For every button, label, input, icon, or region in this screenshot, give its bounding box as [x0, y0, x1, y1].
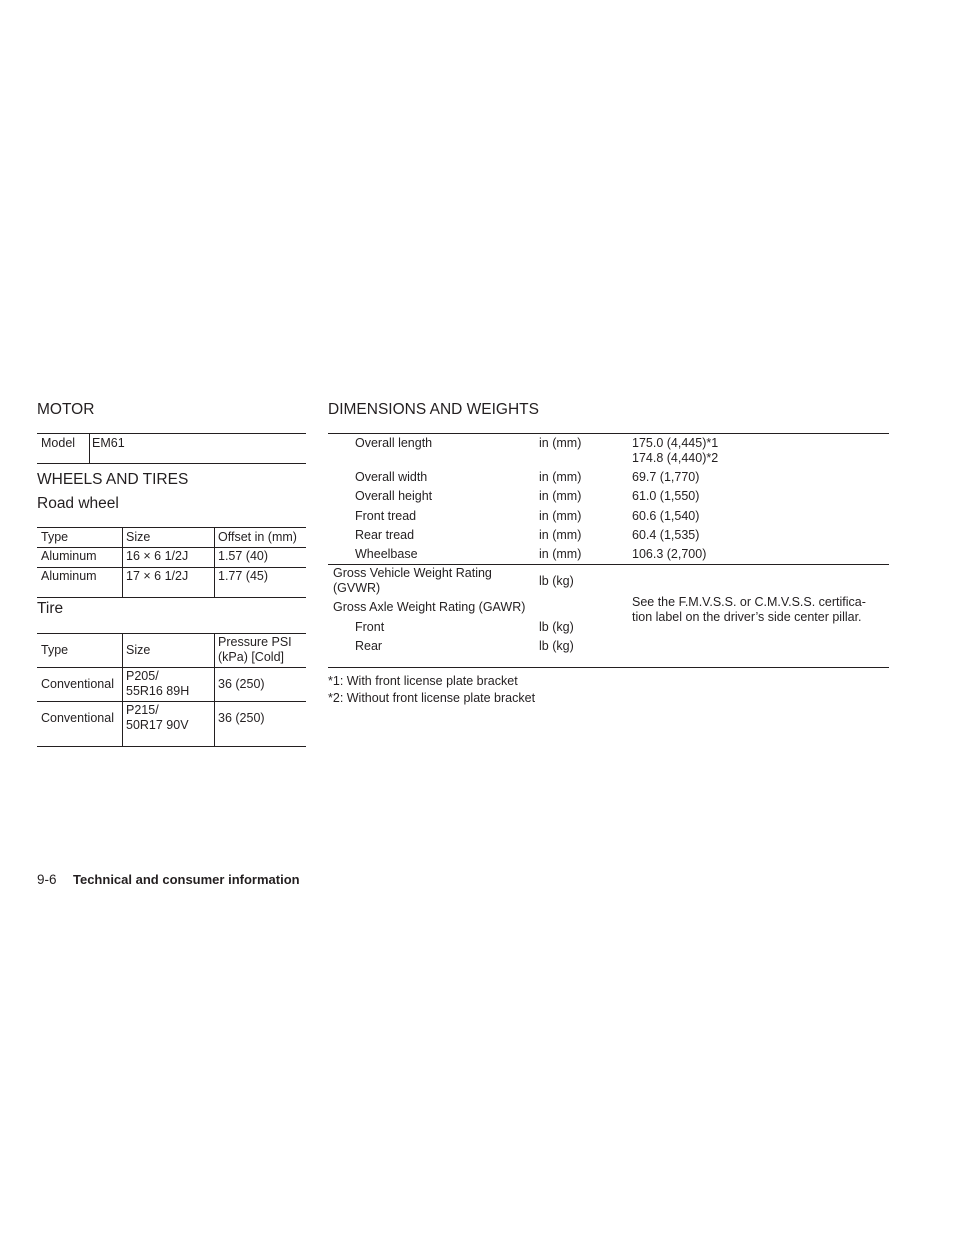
divider [122, 633, 123, 746]
dim-label: Front tread [355, 509, 417, 523]
rear-unit: lb (kg) [539, 639, 574, 653]
cell-type: Aluminum [41, 549, 97, 563]
divider [37, 701, 306, 702]
dim-value: 61.0 (1,550) [632, 489, 700, 503]
divider [37, 746, 306, 747]
divider [37, 433, 306, 434]
dim-unit: in (mm) [539, 528, 582, 542]
dim-label: Overall height [355, 489, 433, 503]
front-label: Front [355, 620, 385, 634]
dim-label: Overall width [355, 470, 428, 484]
header-pressure-unit: (kPa) [Cold] [218, 650, 284, 664]
divider [37, 527, 306, 528]
divider [37, 463, 306, 464]
header-offset: Offset in (mm) [218, 530, 297, 544]
gawr-label: Gross Axle Weight Rating (GAWR) [333, 600, 526, 614]
road-wheel-heading: Road wheel [37, 495, 119, 512]
dim-value: 106.3 (2,700) [632, 547, 707, 561]
model-value: EM61 [92, 436, 125, 450]
divider [328, 433, 889, 434]
divider [37, 547, 306, 548]
gvwr-label: Gross Vehicle Weight Rating [333, 566, 492, 580]
cell-offset: 1.57 (40) [218, 549, 269, 563]
section-title: Technical and consumer information [73, 872, 300, 887]
divider [89, 433, 90, 463]
footnote: *2: Without front license plate bracket [328, 691, 536, 705]
dim-unit: in (mm) [539, 470, 582, 484]
header-pressure: Pressure PSI [218, 635, 292, 649]
divider [214, 633, 215, 746]
dim-unit: in (mm) [539, 489, 582, 503]
cell-pressure: 36 (250) [218, 677, 265, 691]
cell-size: P215/ [126, 703, 159, 717]
cell-pressure: 36 (250) [218, 711, 265, 725]
cell-offset: 1.77 (45) [218, 569, 269, 583]
divider [328, 667, 889, 668]
model-label: Model [41, 436, 76, 450]
certification-note-2: tion label on the driver’s side center pillar. [632, 610, 862, 624]
cell-size: 16 × 6 1/2J [126, 549, 189, 563]
dim-value: 60.4 (1,535) [632, 528, 700, 542]
divider [37, 567, 306, 568]
header-type: Type [41, 643, 69, 657]
header-size: Size [126, 530, 151, 544]
cell-type: Conventional [41, 677, 114, 691]
divider [37, 597, 306, 598]
dim-unit: in (mm) [539, 436, 582, 450]
gvwr-label-2: (GVWR) [333, 581, 381, 595]
cell-type: Conventional [41, 711, 114, 725]
dim-unit: in (mm) [539, 547, 582, 561]
divider [328, 564, 889, 565]
dimensions-heading: DIMENSIONS AND WEIGHTS [328, 401, 539, 418]
tire-heading: Tire [37, 600, 64, 617]
divider [37, 633, 306, 634]
dim-value: 175.0 (4,445)*1 [632, 436, 719, 450]
header-size: Size [126, 643, 151, 657]
page-number: 9-6 [37, 872, 57, 887]
dim-value-2: 174.8 (4,440)*2 [632, 451, 719, 465]
certification-note: See the F.M.V.S.S. or C.M.V.S.S. certifica- [632, 595, 866, 609]
front-unit: lb (kg) [539, 620, 574, 634]
header-type: Type [41, 530, 69, 544]
rear-label: Rear [355, 639, 383, 653]
divider [214, 527, 215, 597]
cell-type: Aluminum [41, 569, 97, 583]
dim-value: 69.7 (1,770) [632, 470, 700, 484]
dim-label: Wheelbase [355, 547, 418, 561]
cell-size: P205/ [126, 669, 159, 683]
dim-label: Overall length [355, 436, 433, 450]
dim-value: 60.6 (1,540) [632, 509, 700, 523]
divider [37, 667, 306, 668]
cell-size: 17 × 6 1/2J [126, 569, 189, 583]
cell-size-2: 50R17 90V [126, 718, 189, 732]
gvwr-unit: lb (kg) [539, 574, 574, 588]
dim-unit: in (mm) [539, 509, 582, 523]
dim-label: Rear tread [355, 528, 415, 542]
divider [122, 527, 123, 597]
cell-size-2: 55R16 89H [126, 684, 190, 698]
footnote: *1: With front license plate bracket [328, 674, 518, 688]
motor-heading: MOTOR [37, 401, 95, 418]
wheels-heading: WHEELS AND TIRES [37, 471, 189, 488]
